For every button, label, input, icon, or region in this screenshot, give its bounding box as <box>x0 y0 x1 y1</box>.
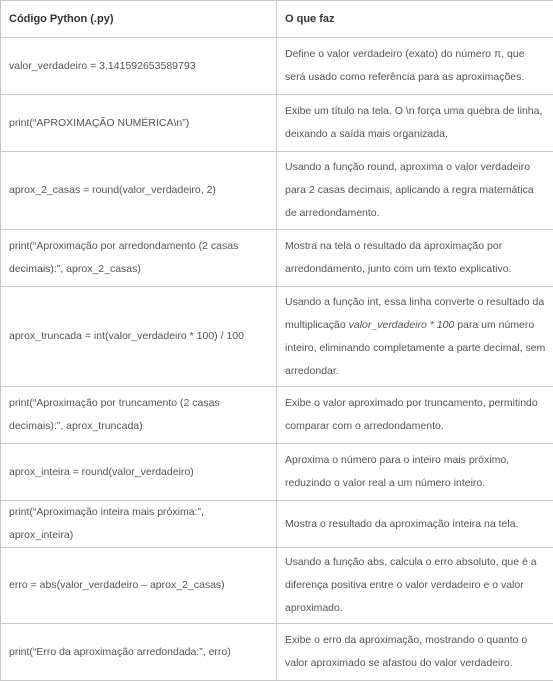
description-cell: Define o valor verdadeiro (exato) do número π, que será usado como referência para as aproximações. <box>277 38 553 95</box>
description-cell: Exibe o erro da aproximação, mostrando o quanto o valor aproximado se afastou do valor verdadeiro. <box>277 624 553 681</box>
table-row <box>1 152 553 230</box>
description-text: Usando a função int, essa linha converte o resultado da multiplicação <box>285 296 544 331</box>
description-cell: Usando a função abs, calcula o erro absoluto, que é a diferença positiva entre o valor verdadeiro e o valor aproximado. <box>277 548 553 624</box>
description-emphasis: valor_verdadeiro * 100 <box>349 319 455 331</box>
table-row <box>1 501 553 548</box>
table-row <box>1 95 553 152</box>
code-cell: valor_verdadeiro = 3.141592653589793 <box>1 38 277 95</box>
description-cell <box>277 287 553 387</box>
description-cell: Usando a função round, aproxima o valor verdadeiro para 2 casas decimais, aplicando a regra matemática de arredondamento. <box>277 152 553 230</box>
code-cell: print(“Aproximação inteira mais próxima:”, aprox_inteira) <box>1 501 277 548</box>
code-cell: print(“APROXIMAÇÃO NUMÉRICA\n”) <box>1 95 277 152</box>
column-header-code: Código Python (.py) <box>1 1 277 38</box>
description-cell: Aproxima o número para o inteiro mais próximo, reduzindo o valor real a um número inteiro. <box>277 444 553 501</box>
code-cell: aprox_inteira = round(valor_verdadeiro) <box>1 444 277 501</box>
table-row <box>1 387 553 444</box>
description-cell: Mostra o resultado da aproximação inteira na tela. <box>277 501 553 548</box>
description-text: para um número inteiro, eliminando completamente a parte decimal, sem arredondar. <box>285 319 545 377</box>
description-cell: Mostra na tela o resultado da aproximação por arredondamento, junto com um texto explicativo. <box>277 230 553 287</box>
code-cell: print(“Aproximação por arredondamento (2 casas decimais):”, aprox_2_casas) <box>1 230 277 287</box>
table-row <box>1 230 553 287</box>
code-cell: erro = abs(valor_verdadeiro – aprox_2_casas) <box>1 548 277 624</box>
table-header-row <box>1 1 553 38</box>
code-cell: print(“Aproximação por truncamento (2 casas decimais):”, aprox_truncada) <box>1 387 277 444</box>
description-cell: Exibe o valor aproximado por truncamento, permitindo comparar com o arredondamento. <box>277 387 553 444</box>
column-header-description: O que faz <box>277 1 553 38</box>
description-cell: Exibe um título na tela. O \n força uma quebra de linha, deixando a saída mais organizada. <box>277 95 553 152</box>
table-row <box>1 624 553 681</box>
table-row <box>1 548 553 624</box>
code-cell: aprox_2_casas = round(valor_verdadeiro, 2) <box>1 152 277 230</box>
code-cell: print(“Erro da aproximação arredondada:”, erro) <box>1 624 277 681</box>
code-cell: aprox_truncada = int(valor_verdadeiro * 100) / 100 <box>1 287 277 387</box>
table-row <box>1 38 553 95</box>
table-row <box>1 287 553 387</box>
table-row <box>1 444 553 501</box>
